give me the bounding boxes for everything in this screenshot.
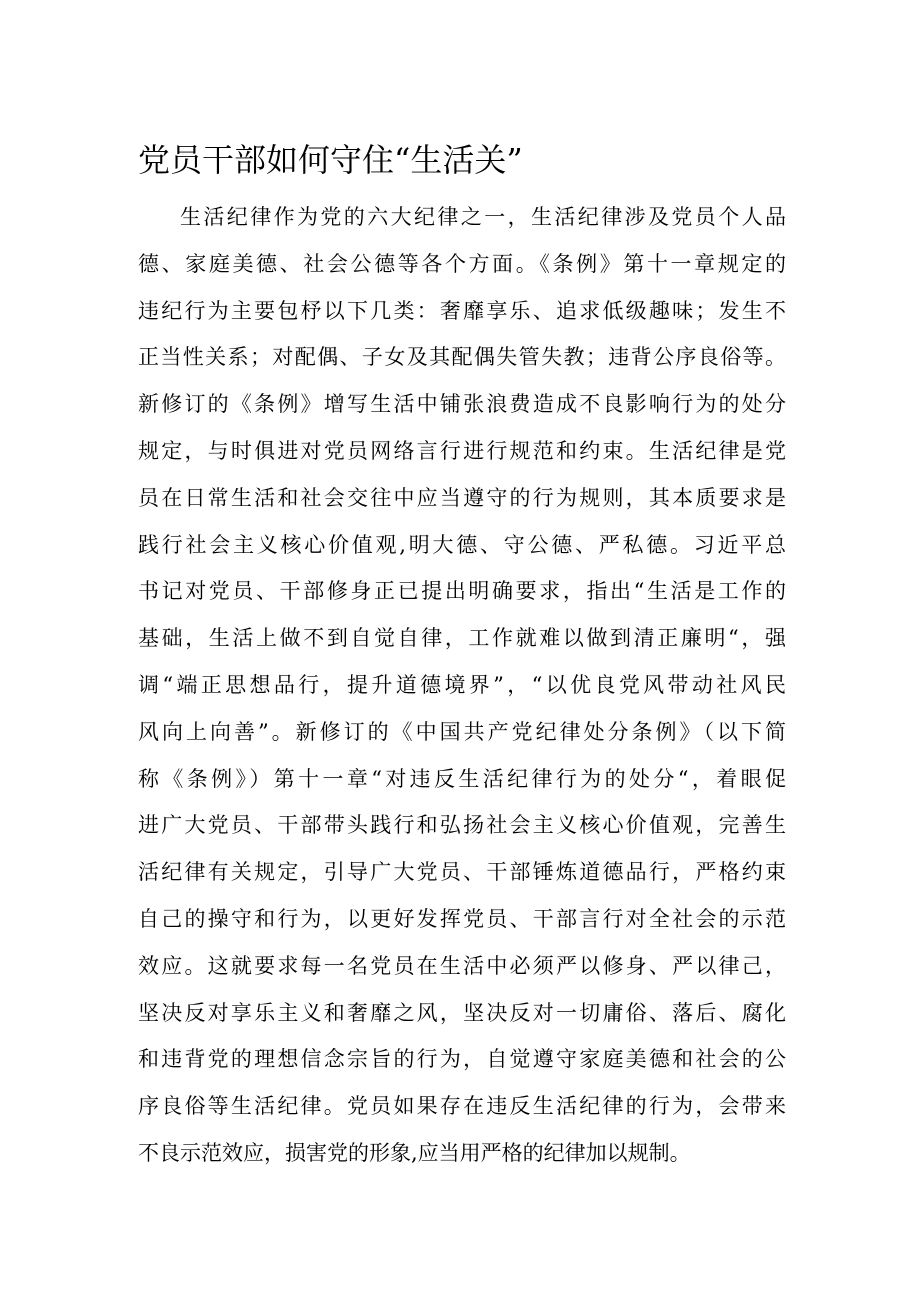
paragraph-line: 进广大党员、干部带头践行和弘扬社会主义核心价值观，完善生 [138,813,786,838]
paragraph-line: 德、家庭美德、社会公德等各个方面。《条例》第十一章规定的 [138,251,786,276]
paragraph-line: 正当性关系；对配偶、子女及其配偶失管失教；违背公序良俗等。 [138,345,786,370]
paragraph-line: 新修订的《条例》增写生活中铺张浪费造成不良影响行为的处分 [138,392,786,417]
paragraph-line: 称《条例》）第十一章“对违反生活纪律行为的处分“，着眼促 [138,766,786,791]
document-title: 党员干部如何守住“生活关” [138,141,523,179]
paragraph-line: 效应。这就要求每一名党员在生活中必须严以修身、严以律己， [138,953,786,978]
paragraph-line: 员在日常生活和社会交往中应当遵守的行为规则，其本质要求是 [138,485,786,510]
body-paragraph [138,194,786,1177]
paragraph-line: 不良示范效应，损害党的形象,应当用严格的纪律加以规制。 [138,1140,691,1165]
paragraph-line: 自己的操守和行为，以更好发挥党员、干部言行对全社会的示范 [138,906,786,931]
paragraph-line: 书记对党员、干部修身正已提出明确要求，指出“生活是工作的 [138,579,786,604]
paragraph-line: 活纪律有关规定，引导广大党员、干部锤炼道德品行，严格约束 [138,860,786,885]
paragraph-line: 基础，生活上做不到自觉自律，工作就难以做到清正廉明“，强 [138,626,786,651]
paragraph-line: 生活纪律作为党的六大纪律之一，生活纪律涉及党员个人品 [180,205,786,229]
paragraph-line: 坚决反对享乐主义和奢靡之风，坚决反对一切庸俗、落后、腐化 [138,1000,786,1025]
paragraph-line: 违纪行为主要包杼以下几类：奢靡享乐、追求低级趣味；发生不 [138,298,786,323]
paragraph-line: 和违背党的理想信念宗旨的行为，自觉遵守家庭美德和社会的公 [138,1047,786,1072]
paragraph-line: 践行社会主义核心价值观,明大德、守公德、严私德。习近平总 [138,532,786,557]
paragraph-line: 序良俗等生活纪律。党员如果存在违反生活纪律的行为，会带来 [138,1094,786,1119]
paragraph-line: 调“端正思想品行，提升道德境界”，“以优良党风带动社风民 [138,672,786,697]
paragraph-line: 风向上向善”。新修订的《中国共产党纪律处分条例》（以下简 [138,719,786,744]
paragraph-line: 规定，与时俱进对党员网络言行进行规范和约束。生活纪律是党 [138,438,786,463]
